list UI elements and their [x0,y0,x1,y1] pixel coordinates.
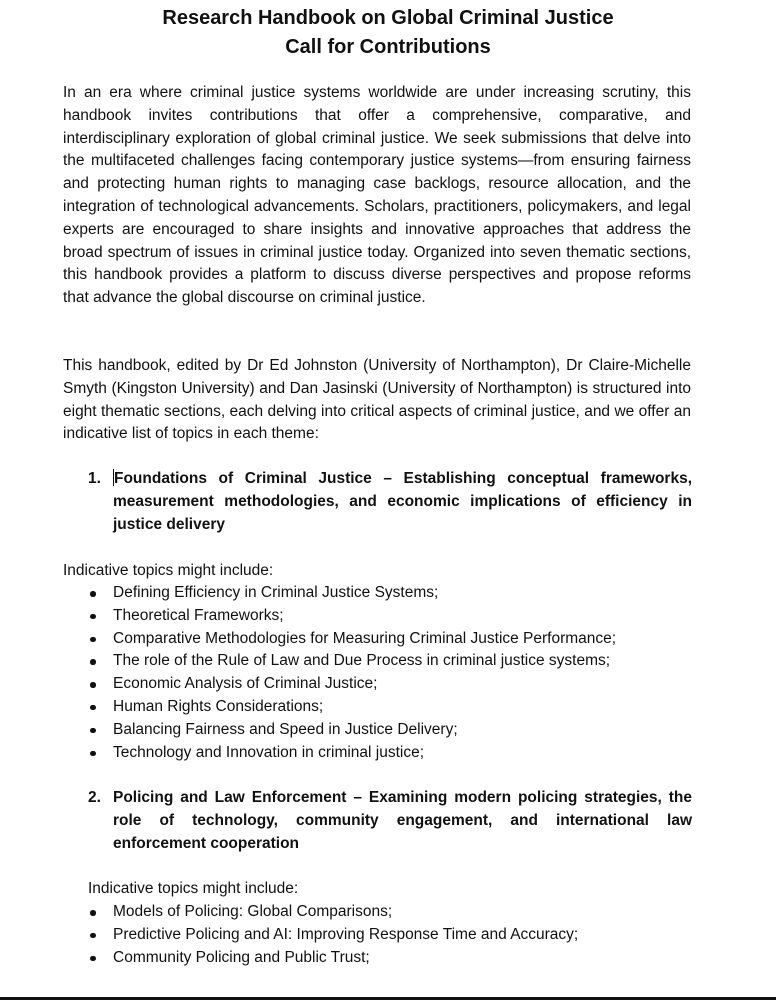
list-item: Economic Analysis of Criminal Justice; [88,673,708,696]
list-item: Balancing Fairness and Speed in Justice Delivery; [88,719,708,742]
section-heading-text: Policing and Law Enforcement – Examining modern policing strategies, the role of technology, community engagement, and international law enforcement cooperation [113,789,692,852]
list-item: Community Policing and Public Trust; [88,947,708,970]
section-heading-text: Foundations of Criminal Justice – Establishing conceptual frameworks, measurement methodologies, and economic implications of efficiency in justice delivery [113,470,692,533]
section-1-topic-list [88,582,708,764]
editors-paragraph: This handbook, edited by Dr Ed Johnston (University of Northampton), Dr Claire-Michelle Smyth (Kingston University) and Dan Jasinski (University of Northampton) is structured into eight thematic sections, each delving into critical aspects of criminal justice, and we offer an indicative list of topics in each theme: [63,357,691,443]
list-item: The role of the Rule of Law and Due Process in criminal justice systems; [88,650,708,673]
list-item: Models of Policing: Global Comparisons; [88,901,708,924]
list-item: Defining Efficiency in Criminal Justice Systems; [88,582,708,605]
list-item: Comparative Methodologies for Measuring Criminal Justice Performance; [88,628,708,651]
intro-paragraph: In an era where criminal justice systems worldwide are under increasing scrutiny, this handbook invites contributions that offer a comprehensive, comparative, and interdisciplinary exploration of global criminal justice. We seek submissions that delve into the multifaceted challenges facing contemporary justice systems—from ensuring fairness and protecting human rights to managing case backlogs, resource allocation, and the integration of technological advancements. Scholars, practitioners, policymakers, and legal experts are encouraged to share insights and innovative approaches that address the broad spectrum of issues in criminal justice today. Organized into seven thematic sections, this handbook provides a platform to discuss diverse perspectives and propose reforms that advance the global discourse on criminal justice. [63,84,691,307]
section-1-topics-label: Indicative topics might include: [63,562,274,579]
document-title: Research Handbook on Global Criminal Justice [162,7,614,29]
title-block [0,4,776,62]
section-2-heading [88,787,692,855]
section-number: 2. [88,789,101,806]
list-item: Human Rights Considerations; [88,696,708,719]
list-item: Technology and Innovation in criminal justice; [88,742,708,765]
section-2-topic-list [88,901,708,969]
section-number: 1. [88,470,101,487]
list-item: Theoretical Frameworks; [88,605,708,628]
section-1-heading [88,468,692,536]
list-item: Predictive Policing and AI: Improving Response Time and Accuracy; [88,924,708,947]
section-2-topics-label: Indicative topics might include: [88,880,299,897]
document-subtitle: Call for Contributions [285,36,491,58]
